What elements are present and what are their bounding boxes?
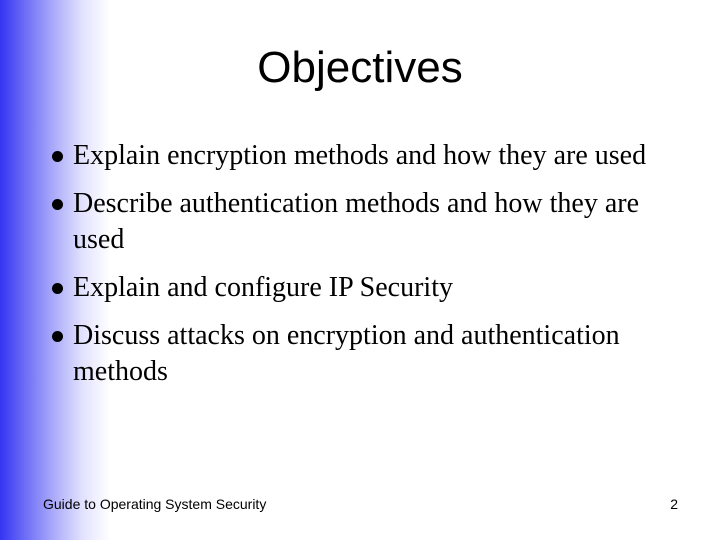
bullet-dot-icon xyxy=(52,151,63,162)
bullet-item xyxy=(46,318,696,390)
bullet-text: Explain and configure IP Security xyxy=(73,272,453,303)
bullet-dot-icon xyxy=(52,331,63,342)
bullet-item xyxy=(46,270,696,306)
page-number: 2 xyxy=(670,496,678,512)
bullet-text: Describe authentication methods and how they are used xyxy=(73,188,640,255)
bullet-item xyxy=(46,186,696,258)
bullet-text: Discuss attacks on encryption and authentication methods xyxy=(73,320,620,387)
bullet-dot-icon xyxy=(52,283,63,294)
bullet-item xyxy=(46,138,696,174)
bullet-list xyxy=(46,138,696,390)
footer-text: Guide to Operating System Security xyxy=(43,496,267,512)
slide-title: Objectives xyxy=(257,43,463,92)
bullet-dot-icon xyxy=(52,199,63,210)
bullet-text: Explain encryption methods and how they are used xyxy=(73,140,647,171)
